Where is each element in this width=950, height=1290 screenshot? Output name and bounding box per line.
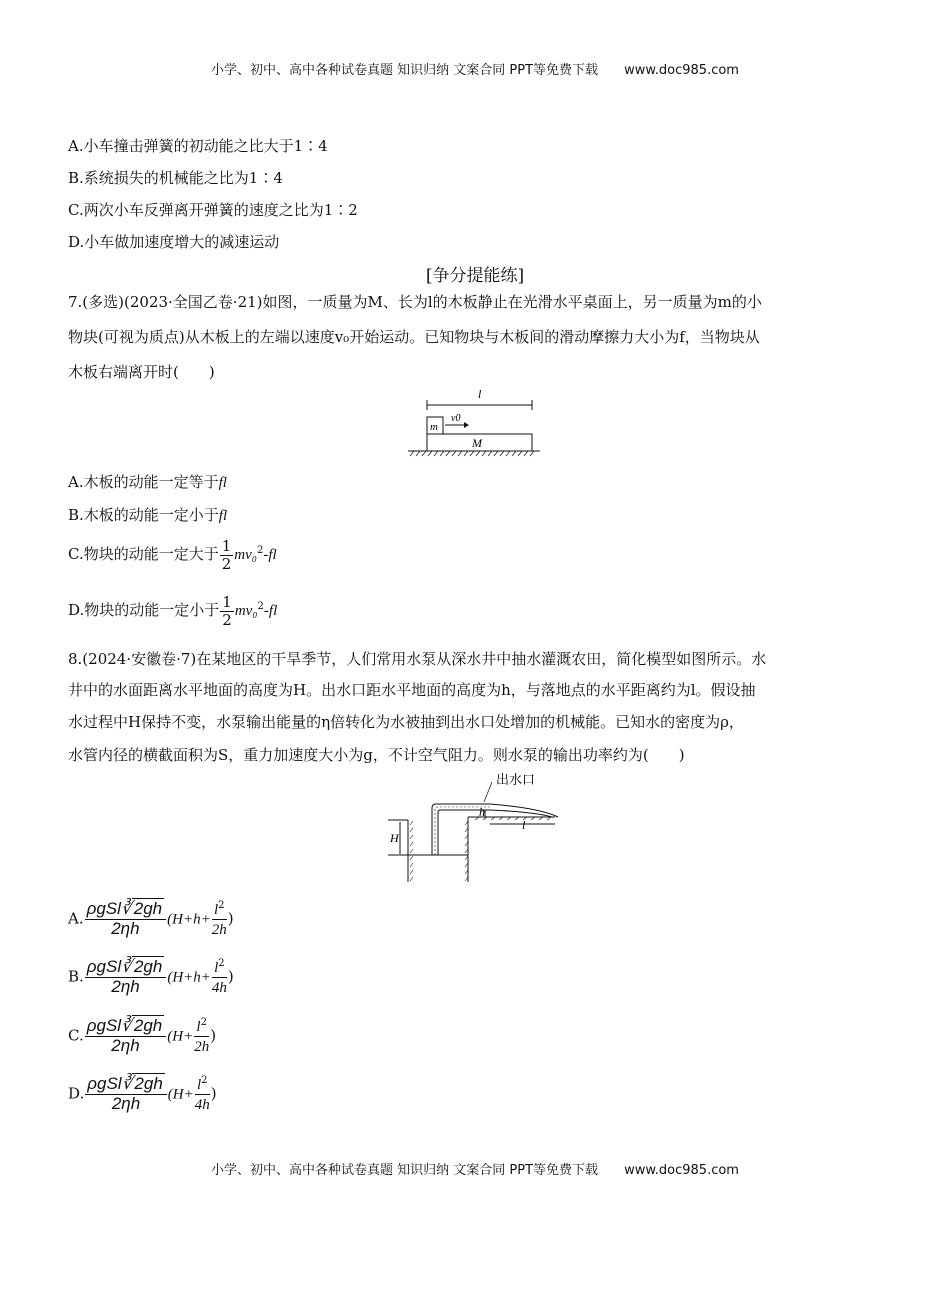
figure-label-H: H bbox=[390, 831, 399, 845]
section-title: [争分提能练] bbox=[425, 266, 525, 286]
denominator: 2ηh bbox=[111, 1035, 140, 1055]
header-text: 小学、初中、高中各种试卷真题 知识归纳 文案合同 PPT等免费下载 bbox=[211, 63, 599, 78]
paren-expr: (H+h+ bbox=[167, 911, 211, 928]
q7-figure-board-block bbox=[400, 385, 550, 460]
numerator: 1 bbox=[221, 537, 232, 555]
q6-option-d: D.小车做加速度增大的减速运动 bbox=[68, 233, 280, 251]
option-expr-tail: -fl bbox=[263, 603, 278, 619]
numerator-text: ρgSl bbox=[86, 1016, 122, 1036]
exponent: 2 bbox=[218, 900, 225, 911]
inner-fraction bbox=[195, 1075, 210, 1114]
inner-numerator: l bbox=[213, 902, 219, 918]
inner-fraction bbox=[212, 900, 227, 939]
q7-line-2: 物块(可视为质点)从木板上的左端以速度v₀开始运动。已知物块与木板间的滑动摩擦力大小为f，当物块从 bbox=[68, 328, 760, 346]
option-expr-tail: -fl bbox=[263, 547, 277, 563]
q8-line-4: 水管内径的横截面积为S，重力加速度大小为g，不计空气阻力。则水泵的输出功率约为( ) bbox=[68, 746, 685, 764]
q6-option-c: C.两次小车反弹离开弹簧的速度之比为1∶2 bbox=[68, 201, 358, 219]
close-paren: ) bbox=[210, 1026, 217, 1045]
page-footer bbox=[0, 1159, 950, 1178]
option-expr: fl bbox=[218, 475, 227, 491]
fraction bbox=[220, 538, 234, 572]
figure-label-m: m bbox=[430, 421, 438, 433]
figure-label-l: l bbox=[478, 387, 482, 401]
q8-figure-pump-well bbox=[380, 770, 600, 885]
numerator-text: ρgSl bbox=[87, 1074, 122, 1094]
exponent: 2 bbox=[200, 1017, 207, 1028]
header-url[interactable]: www.doc985.com bbox=[624, 63, 739, 78]
option-text: C.物块的动能一定大于 bbox=[68, 545, 219, 563]
q7-option-c bbox=[68, 538, 277, 572]
inner-denominator: 2h bbox=[194, 1038, 210, 1055]
numerator: 1 bbox=[222, 593, 232, 611]
exponent: 2 bbox=[256, 545, 264, 556]
close-paren: ) bbox=[227, 967, 234, 986]
q7-line-3: 木板右端离开时( ) bbox=[68, 363, 215, 381]
denominator: 2ηh bbox=[111, 918, 140, 938]
q6-option-b: B.系统损失的机械能之比为1∶4 bbox=[68, 169, 283, 187]
q7-option-b bbox=[68, 504, 227, 525]
close-paren: ) bbox=[210, 1084, 217, 1103]
q7-option-a bbox=[68, 471, 227, 492]
paren-expr: (H+ bbox=[167, 1086, 194, 1103]
paren-expr: (H+h+ bbox=[167, 969, 211, 986]
numerator: ρgSl∛ 2gh bbox=[85, 900, 167, 920]
exponent: 2 bbox=[257, 601, 264, 612]
q7-option-d bbox=[68, 594, 277, 628]
q8-line-2: 井中的水面距离水平地面的高度为H。出水口距水平地面的高度为h，与落地点的水平距离约为l。假设抽 bbox=[68, 681, 756, 699]
inner-denominator: 4h bbox=[211, 979, 227, 996]
radicand: 2gh bbox=[133, 957, 163, 977]
q8-option-b bbox=[68, 958, 234, 997]
option-expr: mv₀ bbox=[234, 547, 257, 563]
fraction bbox=[85, 1017, 167, 1055]
inner-fraction bbox=[212, 958, 227, 997]
q8-option-a bbox=[68, 900, 234, 939]
figure-label-v0: v0 bbox=[451, 413, 461, 424]
inner-denominator: 2h bbox=[211, 921, 227, 938]
q8-option-d bbox=[68, 1075, 217, 1114]
numerator: ρgSl∛ 2gh bbox=[85, 1017, 167, 1037]
radicand: 2gh bbox=[133, 899, 163, 919]
numerator: ρgSl∛ 2gh bbox=[85, 1075, 167, 1095]
footer-url[interactable]: www.doc985.com bbox=[624, 1163, 739, 1178]
inner-denominator: 4h bbox=[194, 1096, 210, 1113]
paren-expr: (H+ bbox=[167, 1028, 194, 1045]
page-header bbox=[0, 59, 950, 78]
denominator: 2ηh bbox=[111, 976, 140, 996]
q8-option-c bbox=[68, 1017, 216, 1056]
option-text: A.木板的动能一定等于 bbox=[68, 473, 219, 491]
option-label: B. bbox=[68, 967, 84, 986]
radicand: 2gh bbox=[133, 1016, 163, 1036]
option-label: D. bbox=[68, 1084, 85, 1103]
q8-line-3: 水过程中H保持不变，水泵输出能量的η倍转化为水被抽到出水口处增加的机械能。已知水的密度为ρ， bbox=[68, 713, 744, 731]
q7-line-1: 7.(多选)(2023·全国乙卷·21)如图，一质量为M、长为l的木板静止在光滑水平桌面上，另一质量为m的小 bbox=[68, 293, 762, 311]
numerator: ρgSl∛ 2gh bbox=[85, 958, 167, 978]
denominator: 2 bbox=[222, 610, 232, 629]
denominator: 2ηh bbox=[111, 1093, 141, 1113]
option-expr: mv₀ bbox=[234, 603, 258, 619]
figure-label-h: h bbox=[479, 805, 485, 819]
exponent: 2 bbox=[218, 958, 225, 969]
q8-line-1: 8.(2024·安徽卷·7)在某地区的干旱季节，人们常用水泵从深水井中抽水灌溉农田，简化模型如图所示。水 bbox=[68, 650, 767, 668]
inner-fraction bbox=[194, 1017, 209, 1056]
numerator-text: ρgSl bbox=[86, 899, 121, 919]
close-paren: ) bbox=[227, 909, 234, 928]
fraction bbox=[85, 900, 167, 938]
exponent: 2 bbox=[201, 1075, 208, 1086]
footer-text: 小学、初中、高中各种试卷真题 知识归纳 文案合同 PPT等免费下载 bbox=[211, 1163, 599, 1178]
inner-numerator: l bbox=[196, 1019, 201, 1035]
option-label: A. bbox=[68, 909, 84, 928]
figure-label-l: l bbox=[522, 818, 526, 832]
option-text: B.木板的动能一定小于 bbox=[68, 506, 219, 524]
inner-numerator: l bbox=[214, 960, 219, 976]
fraction bbox=[220, 594, 234, 628]
fraction bbox=[85, 958, 167, 996]
inner-numerator: l bbox=[196, 1077, 202, 1093]
option-expr: fl bbox=[218, 508, 228, 524]
q6-option-a: A.小车撞击弹簧的初动能之比大于1∶4 bbox=[68, 137, 328, 155]
figure-label-M: M bbox=[472, 436, 482, 450]
figure-label-outlet: 出水口 bbox=[496, 773, 536, 788]
radicand: 2gh bbox=[134, 1074, 163, 1094]
numerator-text: ρgSl bbox=[86, 957, 122, 977]
fraction bbox=[85, 1075, 167, 1113]
option-label: C. bbox=[68, 1026, 84, 1045]
denominator: 2 bbox=[221, 554, 232, 573]
option-text: D.物块的动能一定小于 bbox=[68, 601, 220, 619]
